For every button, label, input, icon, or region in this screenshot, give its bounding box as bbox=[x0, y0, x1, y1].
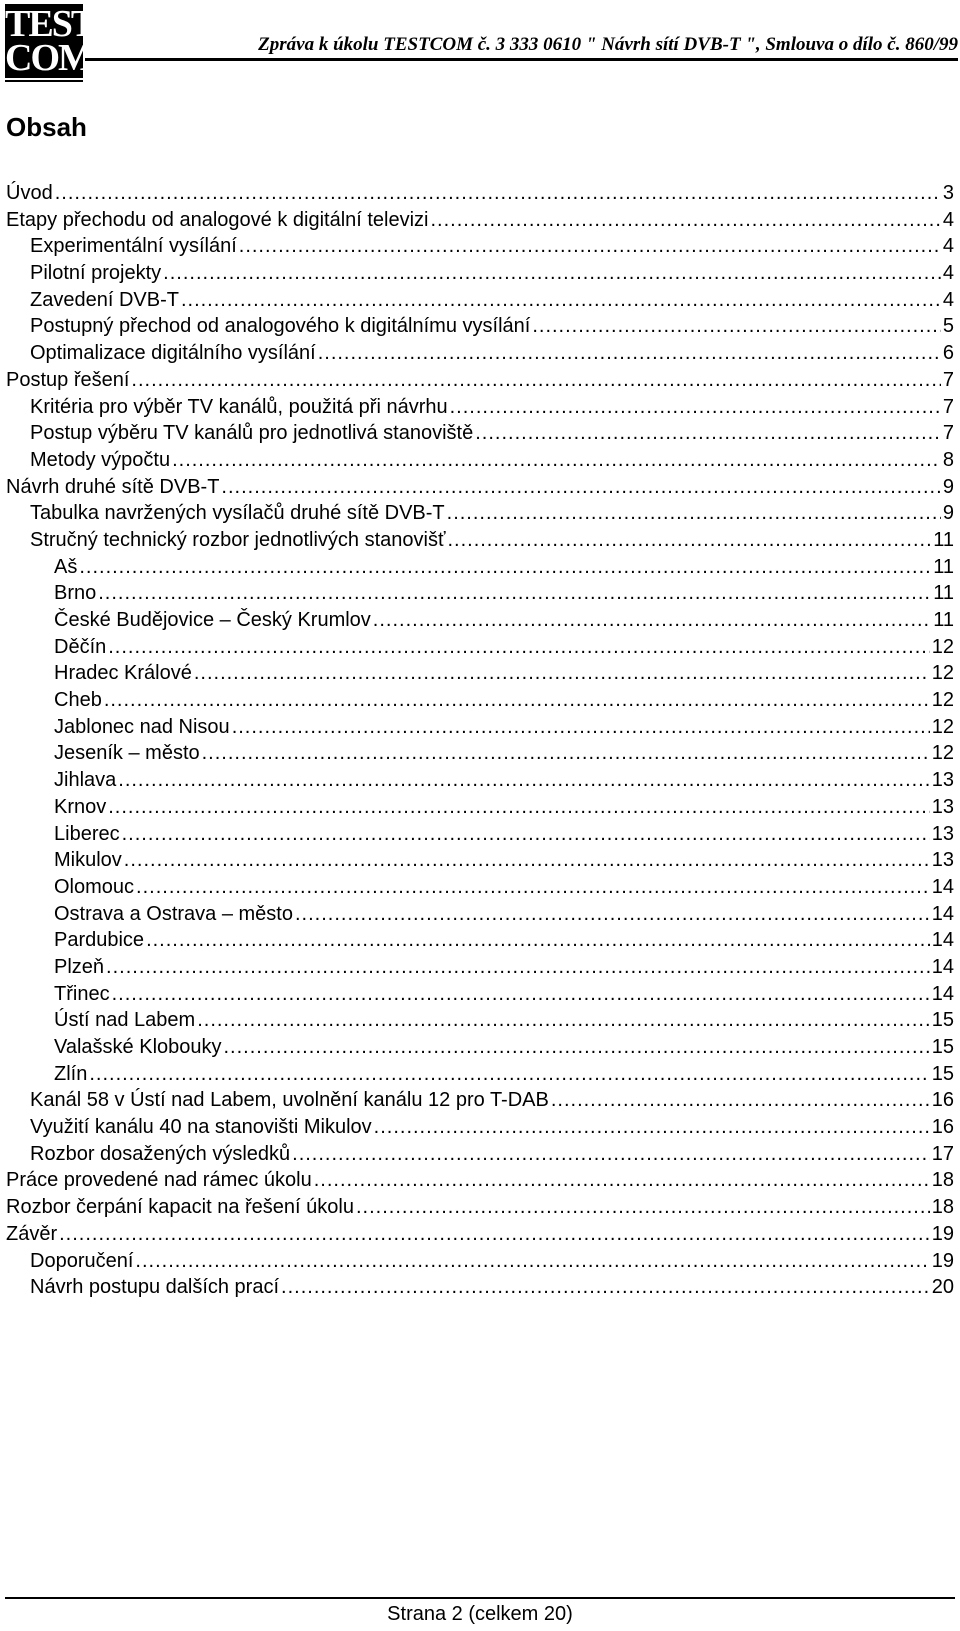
page-number-footer: Strana 2 (celkem 20) bbox=[387, 1603, 573, 1625]
toc-entry[interactable] bbox=[6, 927, 954, 954]
toc-entry-page: 16 bbox=[931, 1089, 954, 1112]
toc-dot-leader bbox=[104, 687, 930, 713]
toc-entry-title: Mikulov bbox=[54, 849, 122, 872]
toc-entry[interactable] bbox=[6, 394, 954, 421]
toc-dot-leader bbox=[374, 1114, 930, 1140]
toc-entry[interactable] bbox=[6, 554, 954, 581]
toc-dot-leader bbox=[131, 367, 940, 393]
toc-entry-page: 14 bbox=[931, 875, 954, 898]
toc-entry-title: Kritéria pro výběr TV kanálů, použitá při návrhu bbox=[30, 395, 448, 418]
toc-dot-leader bbox=[295, 901, 930, 927]
toc-entry-title: Stručný technický rozbor jednotlivých stanovišť bbox=[30, 528, 446, 551]
toc-entry-title: Práce provedené nad rámec úkolu bbox=[6, 1169, 312, 1192]
toc-entry-page: 15 bbox=[931, 1062, 954, 1085]
toc-entry[interactable] bbox=[6, 287, 954, 314]
toc-dot-leader bbox=[124, 847, 930, 873]
toc-dot-leader bbox=[135, 1248, 929, 1274]
toc-entry-page: 19 bbox=[931, 1222, 954, 1245]
toc-entry-page: 9 bbox=[942, 475, 954, 498]
toc-entry-page: 11 bbox=[933, 528, 954, 551]
toc-entry-page: 11 bbox=[933, 555, 954, 578]
toc-entry-title: Návrh postupu dalších prací bbox=[30, 1276, 280, 1299]
toc-entry[interactable] bbox=[6, 1221, 954, 1248]
toc-entry[interactable] bbox=[6, 340, 954, 367]
toc-entry[interactable] bbox=[6, 207, 954, 234]
toc-entry-page: 13 bbox=[931, 795, 954, 818]
toc-entry-title: Liberec bbox=[54, 822, 120, 845]
toc-entry-page: 18 bbox=[931, 1196, 954, 1219]
toc-entry-page: 15 bbox=[931, 1009, 954, 1032]
toc-entry[interactable] bbox=[6, 1194, 954, 1221]
toc-entry-page: 14 bbox=[931, 902, 954, 925]
toc-entry-title: Pardubice bbox=[54, 929, 145, 952]
toc-dot-leader bbox=[181, 287, 941, 313]
toc-entry[interactable] bbox=[6, 660, 954, 687]
toc-entry[interactable] bbox=[6, 981, 954, 1008]
toc-dot-leader bbox=[314, 1167, 930, 1193]
toc-entry-title: Krnov bbox=[54, 795, 107, 818]
footer-divider bbox=[5, 1597, 955, 1599]
toc-entry[interactable] bbox=[6, 874, 954, 901]
toc-entry[interactable] bbox=[6, 447, 954, 474]
toc-dot-leader bbox=[106, 954, 930, 980]
toc-entry-page: 12 bbox=[931, 715, 954, 738]
toc-entry-page: 19 bbox=[931, 1249, 954, 1272]
toc-entry-page: 20 bbox=[931, 1276, 954, 1299]
toc-entry[interactable] bbox=[6, 527, 954, 554]
toc-entry-page: 11 bbox=[933, 609, 954, 631]
toc-entry[interactable] bbox=[6, 1167, 954, 1194]
toc-entry-page: 4 bbox=[942, 235, 954, 258]
toc-dot-leader bbox=[197, 1007, 930, 1033]
toc-entry-title: Rozbor dosažených výsledků bbox=[30, 1142, 291, 1165]
toc-dot-leader bbox=[318, 340, 941, 366]
toc-entry-title: Postupný přechod od analogového k digitálnímu vysílání bbox=[30, 315, 531, 338]
toc-dot-leader bbox=[221, 474, 940, 500]
toc-entry[interactable] bbox=[6, 1007, 954, 1034]
toc-entry-title: Jeseník – město bbox=[54, 742, 200, 765]
toc-entry-title: Zlín bbox=[54, 1062, 88, 1085]
toc-heading: Obsah bbox=[6, 112, 87, 142]
toc-entry-title: Olomouc bbox=[54, 875, 135, 898]
toc-entry[interactable] bbox=[6, 1248, 954, 1275]
toc-dot-leader bbox=[118, 767, 929, 793]
toc-dot-leader bbox=[447, 527, 931, 553]
toc-entry-page: 9 bbox=[942, 502, 954, 525]
toc-entry-title: Pilotní projekty bbox=[30, 262, 162, 285]
toc-entry-page: 5 bbox=[942, 315, 954, 338]
toc-entry-title: Metody výpočtu bbox=[30, 448, 171, 471]
toc-dot-leader bbox=[551, 1087, 930, 1113]
toc-entry-title: Etapy přechodu od analogové k digitální televizi bbox=[6, 208, 429, 231]
toc-entry-title: Ústí nad Labem bbox=[54, 1009, 196, 1032]
toc-entry-title: České Budějovice – Český Krumlov bbox=[54, 609, 371, 631]
toc-entry-title: Doporučení bbox=[30, 1249, 134, 1272]
toc-entry[interactable] bbox=[6, 901, 954, 928]
toc-entry[interactable] bbox=[6, 1061, 954, 1088]
toc-entry[interactable] bbox=[6, 767, 954, 794]
toc-entry-title: Kanál 58 v Ústí nad Labem, uvolnění kanálu 12 pro T-DAB bbox=[30, 1089, 549, 1112]
toc-entry[interactable] bbox=[6, 474, 954, 501]
header-divider bbox=[85, 58, 958, 61]
toc-dot-leader bbox=[59, 1221, 930, 1247]
toc-entry-page: 4 bbox=[942, 262, 954, 285]
toc-dot-leader bbox=[108, 794, 930, 820]
toc-dot-leader bbox=[373, 607, 931, 633]
toc-entry[interactable] bbox=[6, 1274, 954, 1301]
toc-entry[interactable] bbox=[6, 607, 954, 634]
logo-line-2: COM bbox=[5, 37, 92, 79]
table-of-contents bbox=[6, 180, 954, 1301]
toc-entry-title: Valašské Klobouky bbox=[54, 1036, 222, 1058]
toc-entry-title: Brno bbox=[54, 582, 97, 605]
toc-entry-page: 12 bbox=[931, 662, 954, 685]
toc-entry-title: Ostrava a Ostrava – město bbox=[54, 902, 293, 925]
testcom-logo bbox=[5, 3, 95, 79]
toc-entry-title: Návrh druhé sítě DVB-T bbox=[6, 475, 220, 498]
toc-entry-page: 7 bbox=[942, 422, 954, 445]
toc-entry-page: 11 bbox=[933, 582, 954, 605]
toc-entry-title: Hradec Králové bbox=[54, 662, 192, 685]
toc-dot-leader bbox=[447, 500, 941, 526]
toc-dot-leader bbox=[194, 660, 930, 686]
header-title: Zpráva k úkolu TESTCOM č. 3 333 0610 " Návrh sítí DVB-T ", Smlouva o dílo č. 860/99 bbox=[258, 34, 958, 55]
toc-entry-title: Zavedení DVB-T bbox=[30, 288, 179, 311]
toc-entry[interactable] bbox=[6, 260, 954, 287]
toc-entry-page: 4 bbox=[942, 288, 954, 311]
toc-entry-page: 13 bbox=[931, 822, 954, 845]
toc-entry-page: 12 bbox=[931, 742, 954, 765]
toc-entry[interactable] bbox=[6, 634, 954, 661]
toc-entry[interactable] bbox=[6, 500, 954, 527]
toc-entry-page: 16 bbox=[931, 1116, 954, 1139]
toc-entry[interactable] bbox=[6, 313, 954, 340]
header-logo-underline bbox=[5, 80, 83, 82]
toc-entry-title: Úvod bbox=[6, 182, 53, 204]
toc-entry[interactable] bbox=[6, 714, 954, 741]
toc-entry-title: Jablonec nad Nisou bbox=[54, 715, 230, 738]
toc-entry-title: Třinec bbox=[54, 982, 110, 1005]
toc-entry-page: 14 bbox=[931, 955, 954, 978]
toc-entry[interactable] bbox=[6, 420, 954, 447]
toc-entry[interactable] bbox=[6, 821, 954, 848]
toc-entry-title: Postup výběru TV kanálů pro jednotlivá stanoviště bbox=[30, 422, 474, 445]
toc-entry[interactable] bbox=[6, 794, 954, 821]
toc-entry-title: Děčín bbox=[54, 635, 107, 658]
toc-entry-page: 13 bbox=[931, 769, 954, 792]
toc-entry-title: Postup řešení bbox=[6, 368, 130, 391]
toc-entry[interactable] bbox=[6, 367, 954, 394]
toc-dot-leader bbox=[356, 1194, 930, 1220]
toc-entry-title: Závěr bbox=[6, 1222, 58, 1245]
toc-entry[interactable] bbox=[6, 954, 954, 981]
toc-entry[interactable] bbox=[6, 1114, 954, 1141]
toc-entry-page: 3 bbox=[942, 182, 954, 204]
toc-entry[interactable] bbox=[6, 580, 954, 607]
toc-entry-page: 12 bbox=[931, 635, 954, 658]
toc-entry-page: 6 bbox=[942, 342, 954, 365]
toc-entry[interactable] bbox=[6, 1034, 954, 1061]
toc-dot-leader bbox=[239, 233, 941, 259]
toc-dot-leader bbox=[172, 447, 941, 473]
toc-dot-leader bbox=[108, 634, 930, 660]
toc-entry-page: 15 bbox=[931, 1036, 954, 1058]
toc-entry[interactable] bbox=[6, 1087, 954, 1114]
toc-dot-leader bbox=[89, 1061, 929, 1087]
toc-dot-leader bbox=[224, 1034, 930, 1060]
toc-entry[interactable] bbox=[6, 1141, 954, 1168]
toc-entry-page: 7 bbox=[942, 395, 954, 418]
toc-entry-title: Jihlava bbox=[54, 769, 117, 792]
toc-dot-leader bbox=[122, 821, 930, 847]
toc-entry-title: Experimentální vysílání bbox=[30, 235, 237, 258]
toc-dot-leader bbox=[146, 927, 930, 953]
toc-entry-page: 12 bbox=[931, 689, 954, 712]
toc-entry-page: 18 bbox=[931, 1169, 954, 1192]
toc-entry-title: Využití kanálu 40 na stanovišti Mikulov bbox=[30, 1116, 372, 1139]
toc-entry-title: Cheb bbox=[54, 689, 102, 712]
toc-dot-leader bbox=[202, 740, 930, 766]
toc-entry-title: Aš bbox=[54, 555, 78, 578]
toc-entry-title: Rozbor čerpání kapacit na řešení úkolu bbox=[6, 1196, 354, 1219]
toc-dot-leader bbox=[281, 1274, 930, 1300]
toc-dot-leader bbox=[98, 580, 931, 606]
toc-dot-leader bbox=[79, 554, 931, 580]
logo-line-1: TEST bbox=[5, 3, 95, 45]
toc-dot-leader bbox=[431, 207, 941, 233]
toc-entry-page: 7 bbox=[942, 368, 954, 391]
toc-entry-page: 14 bbox=[931, 982, 954, 1005]
toc-entry[interactable] bbox=[6, 687, 954, 714]
toc-dot-leader bbox=[55, 180, 941, 206]
toc-entry[interactable] bbox=[6, 847, 954, 874]
toc-entry-title: Plzeň bbox=[54, 955, 105, 978]
toc-dot-leader bbox=[450, 394, 941, 420]
toc-entry[interactable] bbox=[6, 740, 954, 767]
toc-entry-page: 17 bbox=[931, 1142, 954, 1165]
toc-entry-page: 13 bbox=[931, 849, 954, 872]
toc-dot-leader bbox=[292, 1141, 930, 1167]
toc-dot-leader bbox=[232, 714, 930, 740]
toc-dot-leader bbox=[112, 981, 930, 1007]
toc-entry[interactable] bbox=[6, 180, 954, 207]
toc-dot-leader bbox=[136, 874, 930, 900]
toc-entry-page: 14 bbox=[931, 929, 954, 952]
page-header bbox=[5, 4, 958, 81]
toc-entry[interactable] bbox=[6, 233, 954, 260]
toc-entry-page: 4 bbox=[942, 208, 954, 231]
toc-dot-leader bbox=[475, 420, 941, 446]
toc-entry-title: Tabulka navržených vysílačů druhé sítě DVB-T bbox=[30, 502, 445, 525]
toc-dot-leader bbox=[532, 313, 941, 339]
toc-entry-title: Optimalizace digitálního vysílání bbox=[30, 342, 316, 365]
toc-dot-leader bbox=[163, 260, 941, 286]
toc-entry-page: 8 bbox=[942, 448, 954, 471]
